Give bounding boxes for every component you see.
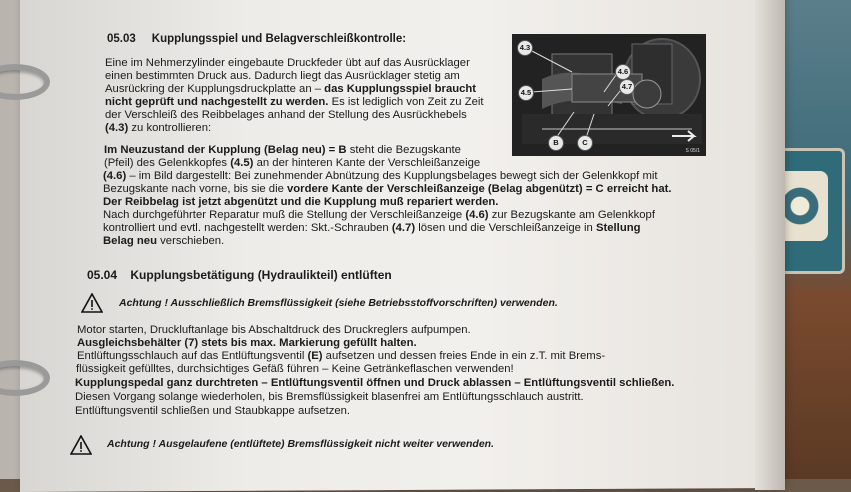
section-heading-0503 (107, 33, 406, 45)
text-run: steht die Bezugskante (346, 144, 461, 156)
text-run-bold: Stellung (595, 222, 641, 234)
text-run-bold: (E) (307, 350, 323, 362)
warning-text: Achtung ! Ausschließlich Bremsflüssigkeit (siehe Betriebsstoffvorschriften) verwenden. (119, 297, 558, 309)
figure-label: C (577, 135, 593, 151)
section-title: Kupplungsbetätigung (Hydraulikteil) entlüften (130, 268, 392, 282)
text-run-bold: Ausgleichsbehälter (7) stets bis max. Markierung gefüllt halten. (77, 337, 417, 349)
text-run: Entlüftungsschlauch auf das Entlüftungsventil (77, 350, 308, 362)
text-line (77, 337, 417, 350)
text-run: lösen und die Verschleißanzeige in (415, 222, 596, 234)
warning-icon (81, 293, 103, 313)
text-run-bold: (4.3) (105, 122, 129, 134)
text-line (103, 170, 658, 183)
text-line (77, 350, 605, 363)
warning-icon (70, 435, 92, 455)
text-line (103, 183, 672, 196)
text-run-bold: Im Neuzustand der Kupplung (Belag neu) = B (104, 144, 347, 156)
text-run: (Pfeil) des Gelenkkopfes (104, 157, 231, 169)
warning-text: Achtung ! Ausgelaufene (entlüftete) Bremsflüssigkeit nicht weiter verwenden. (107, 438, 495, 450)
text-line: Diesen Vorgang solange wiederholen, bis Bremsflüssigkeit blasenfrei am Entlüftungsschlauch austritt. (75, 391, 584, 403)
text-line: Eine im Nehmerzylinder eingebaute Druckfeder übt auf das Ausrücklager (105, 57, 470, 69)
text-run: Nach durchgeführter Reparatur muß die Stellung der Verschleißanzeige (103, 209, 466, 221)
text-line (103, 209, 655, 222)
text-run-bold: nicht geprüft und nachgestellt zu werden. (105, 96, 329, 108)
text-line: Motor starten, Druckluftanlage bis Abschaltdruck des Druckreglers aufpumpen. (77, 324, 471, 336)
text-run-bold: (4.5) (230, 157, 254, 169)
section-number: 05.04 (87, 268, 118, 282)
text-run: an der hinteren Kante der Verschleißanzeige (253, 157, 481, 169)
text-run: Ausrückring der Kupplungsdruckplatte an – (105, 83, 325, 95)
figure-label: 4.6 (615, 64, 631, 80)
text-run-bold: Belag neu (103, 235, 157, 247)
text-line: Entlüftungsventil schließen und Staubkappe aufsetzen. (75, 405, 351, 417)
text-line (103, 222, 641, 235)
text-line (105, 83, 476, 96)
section-title: Kupplungsspiel und Belagverschleißkontrolle: (151, 33, 407, 45)
text-line (75, 377, 674, 390)
text-run-bold: Kupplungspedal ganz durchtreten – Entlüftungsventil öffnen und Druck ablassen – Entlüftungsventil schließen. (75, 377, 675, 389)
text-run-bold: Der Reibbelag ist jetzt abgenützt und die Kupplung muß repariert werden. (103, 196, 499, 208)
clutch-mechanism-illustration (512, 34, 706, 156)
figure-code: S 05/1 (685, 148, 700, 154)
text-run-bold: (4.6) (103, 170, 127, 182)
text-line: flüssigkeit gefülltes, durchsichtiges Gefäß führen – Keine Getränkeflaschen verwenden! (76, 363, 514, 375)
text-line (103, 196, 498, 209)
figure-label: B (548, 135, 564, 151)
text-run-bold: (4.7) (391, 222, 416, 234)
text-line (104, 144, 461, 157)
figure-label: 4.3 (517, 40, 533, 56)
text-run: aufsetzen und dessen freies Ende in ein z.T. mit Brems- (322, 350, 606, 362)
text-run: Bezugskante nach vorne, bis sie die (103, 183, 287, 195)
figure-label: 4.7 (619, 79, 635, 95)
section-heading-0504 (87, 268, 392, 282)
text-run-bold: (4.6) (465, 209, 489, 221)
text-line (103, 235, 224, 248)
text-run: kontrolliert und evtl. nachgestellt werden: Skt.-Schrauben (103, 222, 392, 234)
text-line (104, 157, 480, 170)
text-run: – im Bild dargestellt: Bei zunehmender Abnützung des Kupplungsbelages bewegt sich der Gelenkkopf mit (126, 170, 658, 182)
text-line (105, 122, 211, 135)
section-number: 05.03 (107, 33, 136, 45)
text-run: verschieben. (157, 235, 225, 247)
clutch-figure (512, 34, 706, 156)
figure-label: 4.5 (518, 85, 534, 101)
text-line (105, 96, 484, 109)
text-run: zur Bezugskante am Gelenkkopf (488, 209, 655, 221)
text-run: zu kontrollieren: (128, 122, 212, 134)
text-run: Es ist lediglich von Zeit zu Zeit (328, 96, 484, 108)
text-run-bold: vordere Kante der Verschleißanzeige (Belag abgenützt) = C erreicht hat. (287, 183, 672, 195)
text-line: der Verschleiß des Reibbelages anhand der Stellung des Ausrückhebels (105, 109, 467, 121)
text-line: einen bestimmten Druck aus. Dadurch liegt das Ausrücklager stetig am (105, 70, 460, 82)
text-run-bold: das Kupplungsspiel braucht (324, 83, 477, 95)
page-stack-edge (755, 0, 785, 490)
